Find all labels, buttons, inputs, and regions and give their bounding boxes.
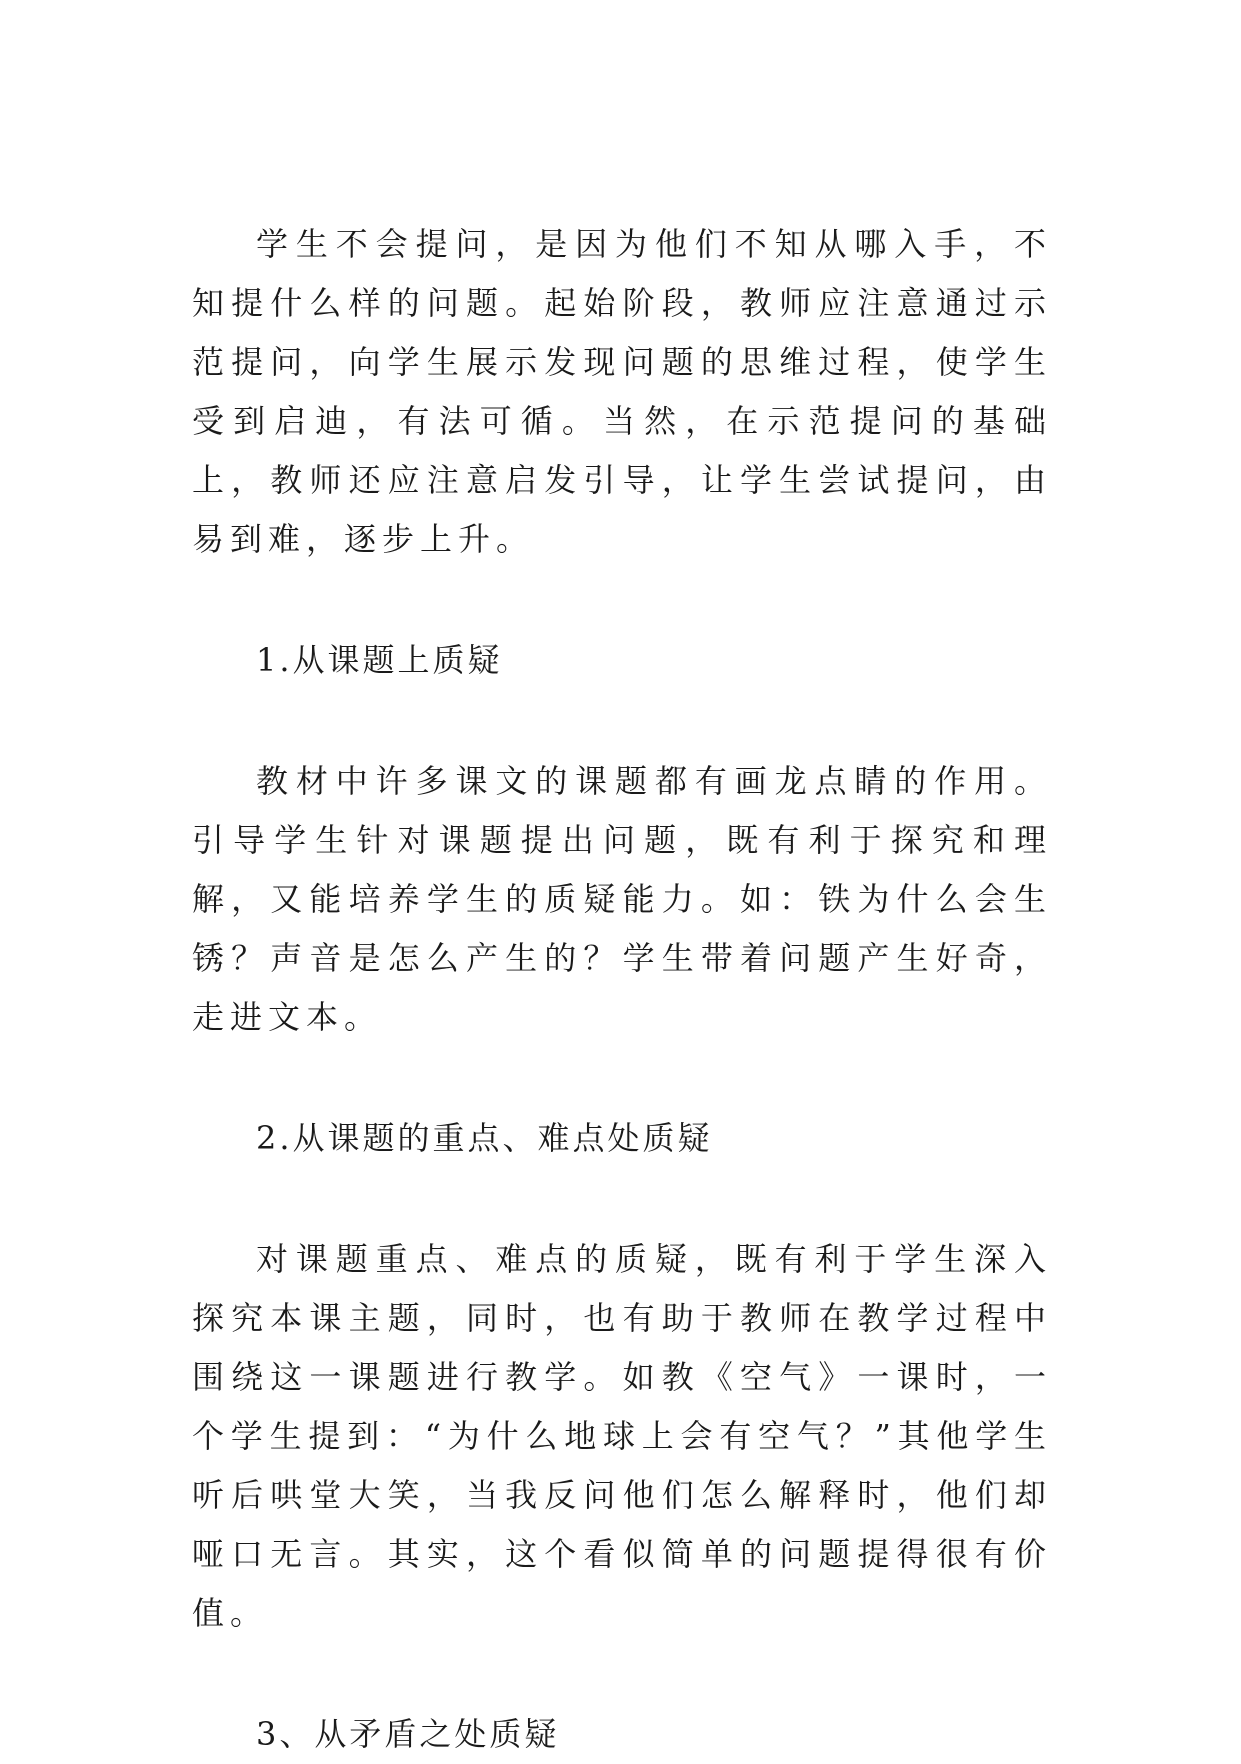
document-page (192, 215, 1052, 1764)
body-paragraph: 教材中许多课文的课题都有画龙点睛的作用。引导学生针对课题提出问题，既有利于探究和理解，又能培养学生的质疑能力。如：铁为什么会生锈？声音是怎么产生的？学生带着问题产生好奇，走进文本。 (192, 762, 1052, 1036)
section-heading: 3、从矛盾之处质疑 (256, 1715, 560, 1753)
body-paragraph: 对课题重点、难点的质疑，既有利于学生深入探究本课主题，同时，也有助于教师在教学过程中围绕这一课题进行教学。如教《空气》一课时，一个学生提到：“为什么地球上会有空气？”其他学生听后哄堂大笑，当我反问他们怎么解释时，他们却哑口无言。其实，这个看似简单的问题提得很有价值。 (192, 1240, 1052, 1632)
section-heading: 1.从课题上质疑 (256, 641, 503, 679)
section-heading: 2.从课题的重点、难点处质疑 (256, 1119, 713, 1157)
body-paragraph: 学生不会提问，是因为他们不知从哪入手，不知提什么样的问题。起始阶段，教师应注意通过示范提问，向学生展示发现问题的思维过程，使学生受到启迪，有法可循。当然，在示范提问的基础上，教师还应注意启发引导，让学生尝试提问，由易到难，逐步上升。 (192, 225, 1052, 558)
